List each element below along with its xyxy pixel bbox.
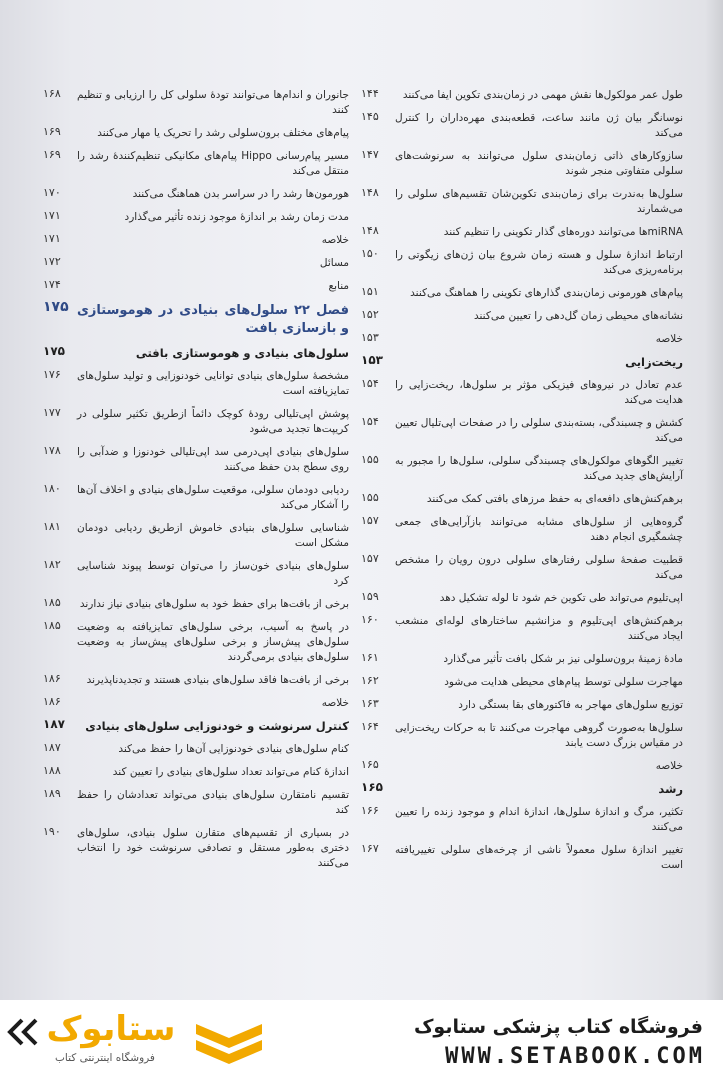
toc-entry xyxy=(361,612,683,650)
toc-entry-title: هورمون‌ها رشد را در سراسر بدن هماهنگ می‌کنند xyxy=(132,188,349,200)
toc-entry-title: تقسیم نامتقارن سلول‌های بنیادی می‌تواند تعدادشان را حفظ کند xyxy=(77,789,349,816)
toc-entry-title: منابع xyxy=(328,280,349,292)
toc-entry-title: ردیابی دودمان سلولی، موقعیت سلول‌های بنیادی و اخلاف آن‌ها را آشکار می‌کند xyxy=(77,484,349,511)
toc-page-number: ۱۷۰ xyxy=(43,186,61,199)
toc-entry-title: سلول‌های بنیادی اپی‌درمی سد اپی‌تلیالی خودنوزا و ضدآبی را روی سطح بدن حفظ می‌کنند xyxy=(77,446,349,473)
toc-page-number: ۱۵۵ xyxy=(361,453,379,466)
toc-page-number: ۱۶۶ xyxy=(361,804,379,817)
toc-entry-title: ریخت‌زایی xyxy=(625,355,683,369)
toc-entry xyxy=(43,254,349,277)
toc-entry xyxy=(43,277,349,300)
section-heading xyxy=(43,717,349,740)
toc-page-number: ۱۵۳ xyxy=(361,353,383,367)
toc-entry-title: پوشش اپی‌تلیالی رودهٔ کوچک دائماً ازطریق تکثیر سلولی در کریپت‌ها تجدید می‌شود xyxy=(77,408,349,435)
toc-entry xyxy=(43,671,349,694)
toc-entry-title: فصل ۲۲ سلول‌های بنیادی در هوموستازی و بازسازی بافت xyxy=(77,303,350,336)
toc-entry xyxy=(43,740,349,763)
toc-entry xyxy=(361,414,683,452)
store-name: فروشگاه کتاب پزشکی ستابوک xyxy=(413,1016,703,1038)
toc-page-number: ۱۵۴ xyxy=(361,415,379,428)
toc-entry xyxy=(361,147,683,185)
toc-page-number: ۱۶۹ xyxy=(43,125,61,138)
toc-entry-title: تغییر الگوهای مولکول‌های چسبندگی سلولی، سلول‌ها را مجبور به آرایش‌های جدید می‌کند xyxy=(395,455,683,482)
toc-entry-title: گروه‌هایی از سلول‌های مشابه می‌توانند بازآرایی‌های جمعی چشمگیری انجام دهند xyxy=(395,516,683,543)
toc-entry-title: نشانه‌های محیطی زمان گل‌دهی را تعیین می‌کنند xyxy=(473,310,683,322)
toc-entry xyxy=(361,246,683,284)
toc-entry-title: پیام‌های مختلف برون‌سلولی رشد را تحریک یا مهار می‌کنند xyxy=(97,127,349,139)
toc-page-number: ۱۷۲ xyxy=(43,255,61,268)
toc-entry-title: خلاصه xyxy=(655,333,683,345)
toc-page-number: ۱۸۶ xyxy=(43,672,61,685)
toc-entry-title: مدت زمان رشد بر اندازهٔ موجود زنده تأثیر می‌گذارد xyxy=(124,211,349,223)
toc-page-number: ۱۸۸ xyxy=(43,764,61,777)
toc-page-number: ۱۵۷ xyxy=(361,552,379,565)
toc-entry-title: اندازهٔ کنام می‌تواند تعداد سلول‌های بنیادی را تعیین کند xyxy=(112,766,349,778)
toc-entry xyxy=(43,763,349,786)
toc-entry xyxy=(361,513,683,551)
section-heading xyxy=(361,353,683,376)
toc-right-column xyxy=(361,86,683,879)
double-arrow-left-icon xyxy=(6,1018,46,1046)
toc-entry xyxy=(43,824,349,877)
toc-page-number: ۱۸۷ xyxy=(43,717,65,731)
toc-page-number: ۱۵۷ xyxy=(361,514,379,527)
toc-entry xyxy=(361,841,683,879)
toc-entry-title: قطبیت صفحهٔ سلولی رفتارهای سلولی درون رویان را مشخص می‌کند xyxy=(395,554,683,581)
toc-entry xyxy=(43,557,349,595)
toc-entry-title: اپی‌تلیوم می‌تواند طی تکوین خم شود تا لوله تشکیل دهد xyxy=(439,592,683,604)
section-heading xyxy=(361,780,683,803)
toc-page-number: ۱۸۵ xyxy=(43,596,61,609)
toc-entry xyxy=(361,551,683,589)
toc-entry xyxy=(43,147,349,185)
toc-page-number: ۱۶۹ xyxy=(43,148,61,161)
toc-entry-title: تکثیر، مرگ و اندازهٔ سلول‌ها، اندازهٔ اندام و موجود زنده را تعیین می‌کنند xyxy=(395,806,683,833)
toc-page-number: ۱۷۴ xyxy=(43,278,61,291)
toc-page-number: ۱۶۵ xyxy=(361,780,383,794)
toc-page-number: ۱۶۸ xyxy=(43,87,61,100)
toc-entry-title: در پاسخ به آسیب، برخی سلول‌های تمایزیافته به وضعیت سلول‌های پیش‌ساز و برخی سلول‌های پیش‌ساز به وضعیت سلول‌های بنیادی برمی‌گردند xyxy=(77,621,349,663)
toc-entry-title: عدم تعادل در نیروهای فیزیکی مؤثر بر سلول‌ها، ریخت‌زایی را هدایت می‌کند xyxy=(395,379,683,406)
toc-entry-title: مشخصهٔ سلول‌های بنیادی توانایی خودنوزایی و تولید سلول‌های تمایزیافته است xyxy=(77,370,349,397)
toc-entry xyxy=(361,284,683,307)
toc-page-number: ۱۶۳ xyxy=(361,697,379,710)
toc-page-number: ۱۹۰ xyxy=(43,825,61,838)
toc-entry-title: سلول‌ها به‌صورت گروهی مهاجرت می‌کنند تا به حرکات ریخت‌زایی در مقیاس بزرگ دست یابند xyxy=(395,722,683,749)
toc-entry xyxy=(361,86,683,109)
toc-entry-title: سلول‌های بنیادی خون‌ساز را می‌توان توسط پیوند شناسایی کرد xyxy=(77,560,349,587)
toc-entry xyxy=(361,696,683,719)
toc-entry xyxy=(361,719,683,757)
toc-page-number: ۱۶۲ xyxy=(361,674,379,687)
toc-entry-title: شناسایی سلول‌های بنیادی خاموش ازطریق ردیابی دودمان مشکل است xyxy=(77,522,349,549)
toc-entry-title: خلاصه xyxy=(655,760,683,772)
toc-entry-title: کشش و چسبندگی، بسته‌بندی سلولی را در صفحات اپی‌تلیال تعیین می‌کند xyxy=(395,417,683,444)
toc-entry-title: خلاصه xyxy=(321,234,349,246)
footer-banner xyxy=(0,1000,723,1080)
page-edge-shadow xyxy=(705,0,723,1000)
toc-entry-title: کنترل سرنوشت و خودنوزایی سلول‌های بنیادی xyxy=(85,719,349,733)
toc-entry xyxy=(43,367,349,405)
toc-entry xyxy=(43,618,349,671)
chevron-logo-icon xyxy=(196,1020,262,1068)
toc-entry xyxy=(361,376,683,414)
toc-page-number: ۱۶۵ xyxy=(361,758,379,771)
toc-page-number: ۱۸۶ xyxy=(43,695,61,708)
toc-entry-title: جانوران و اندام‌ها می‌توانند تودهٔ سلولی کل را ارزیابی و تنظیم کنند xyxy=(77,89,349,116)
toc-entry-title: در بسیاری از تقسیم‌های متقارن سلول بنیادی، سلول‌های دختری به‌طور مستقل و تصادفی سرنوشت خود را انتخاب می‌کنند xyxy=(77,827,349,869)
toc-page-number: ۱۷۸ xyxy=(43,444,61,457)
toc-entry xyxy=(361,330,683,353)
toc-page-number: ۱۴۸ xyxy=(361,224,379,237)
toc-page-number: ۱۴۴ xyxy=(361,87,379,100)
toc-entry-title: برخی از بافت‌ها فاقد سلول‌های بنیادی هستند و تجدیدناپذیرند xyxy=(86,674,349,686)
logo-wordmark: ستابوک xyxy=(46,1009,176,1049)
toc-page-number: ۱۶۴ xyxy=(361,720,379,733)
toc-page-number: ۱۷۵ xyxy=(43,344,65,358)
toc-entry xyxy=(361,803,683,841)
toc-entry xyxy=(43,208,349,231)
toc-entry-title: سازوکارهای ذاتی زمان‌بندی سلول می‌توانند به سرنوشت‌های سلولی متفاوتی منجر شوند xyxy=(395,150,683,177)
toc-page-number: ۱۶۰ xyxy=(361,613,379,626)
toc-page-number: ۱۵۰ xyxy=(361,247,379,260)
toc-page-number: ۱۷۷ xyxy=(43,406,61,419)
toc-entry-title: ارتباط اندازهٔ سلول و هسته زمان شروع بیان ژن‌های زیگوتی را برنامه‌ریزی می‌کند xyxy=(395,249,683,276)
toc-entry xyxy=(361,185,683,223)
toc-entry-title: توزیع سلول‌های مهاجر به فاکتورهای بقا بستگی دارد xyxy=(458,699,683,711)
toc-entry xyxy=(43,443,349,481)
toc-entry xyxy=(43,185,349,208)
toc-entry-title: سلول‌ها به‌ندرت برای زمان‌بندی تکوین‌شان تقسیم‌های سلولی را می‌شمارند xyxy=(395,188,683,215)
toc-entry xyxy=(43,786,349,824)
toc-page-number: ۱۷۵ xyxy=(43,299,69,315)
toc-page-number: ۱۵۳ xyxy=(361,331,379,344)
toc-entry xyxy=(361,757,683,780)
toc-entry xyxy=(361,673,683,696)
toc-page-number: ۱۷۱ xyxy=(43,232,61,245)
toc-entry xyxy=(361,223,683,246)
toc-entry-title: مسیر پیام‌رسانی Hippo پیام‌های مکانیکی تنظیم‌کنندهٔ رشد را منتقل می‌کند xyxy=(77,150,349,177)
toc-entry xyxy=(43,231,349,254)
toc-entry-title: نوسانگر بیان ژن مانند ساعت، قطعه‌بندی مهره‌داران را کنترل می‌کند xyxy=(395,112,683,139)
toc-entry xyxy=(43,595,349,618)
toc-page-number: ۱۴۷ xyxy=(361,148,379,161)
toc-page-number: ۱۷۱ xyxy=(43,209,61,222)
toc-entry-title: سلول‌های بنیادی و هوموستازی بافتی xyxy=(135,346,349,360)
toc-entry-title: مهاجرت سلولی توسط پیام‌های محیطی هدایت می‌شود xyxy=(444,676,683,688)
toc-page-number: ۱۶۷ xyxy=(361,842,379,855)
store-url[interactable]: WWW.SETABOOK.COM xyxy=(445,1044,705,1069)
toc-entry xyxy=(361,307,683,330)
toc-page-number: ۱۸۱ xyxy=(43,520,61,533)
toc-page-number: ۱۴۸ xyxy=(361,186,379,199)
toc-entry xyxy=(43,694,349,717)
toc-entry xyxy=(43,405,349,443)
toc-page-number: ۱۸۷ xyxy=(43,741,61,754)
toc-entry xyxy=(43,481,349,519)
toc-entry xyxy=(361,650,683,673)
toc-entry-title: خلاصه xyxy=(321,697,349,709)
toc-page-number: ۱۸۵ xyxy=(43,619,61,632)
toc-entry-title: برخی از بافت‌ها برای حفظ خود به سلول‌های بنیادی نیاز ندارند xyxy=(79,598,349,610)
toc-entry-title: تغییر اندازهٔ سلول معمولاً ناشی از چرخه‌های سلولی تغییریافته است xyxy=(395,844,683,871)
toc-entry-title: برهم‌کنش‌های دافعه‌ای به حفظ مرزهای بافتی کمک می‌کنند xyxy=(426,493,683,505)
toc-page-number: ۱۸۲ xyxy=(43,558,61,571)
toc-left-column xyxy=(43,86,349,877)
toc-entry xyxy=(361,452,683,490)
toc-entry-title: برهم‌کنش‌های اپی‌تلیوم و مزانشیم ساختارهای لوله‌ای منشعب ایجاد می‌کنند xyxy=(395,615,683,642)
toc-entry xyxy=(43,86,349,124)
chapter-heading xyxy=(43,300,349,344)
toc-page-number: ۱۸۰ xyxy=(43,482,61,495)
toc-entry-title: طول عمر مولکول‌ها نقش مهمی در زمان‌بندی تکوین ایفا می‌کنند xyxy=(402,89,683,101)
toc-page-number: ۱۵۴ xyxy=(361,377,379,390)
toc-entry-title: کنام سلول‌های بنیادی خودنوزایی آن‌ها را حفظ می‌کند xyxy=(118,743,349,755)
toc-entry-title: مادهٔ زمینهٔ برون‌سلولی نیز بر شکل بافت تأثیر می‌گذارد xyxy=(443,653,683,665)
toc-page-number: ۱۵۵ xyxy=(361,491,379,504)
toc-entry-title: miRNAها می‌توانند دوره‌های گذار تکوینی را تنظیم کنند xyxy=(443,226,683,238)
toc-entry xyxy=(361,109,683,147)
toc-entry xyxy=(43,124,349,147)
toc-page-number: ۱۸۹ xyxy=(43,787,61,800)
toc-page-number: ۱۶۱ xyxy=(361,651,379,664)
logo-subtitle: فروشگاه اینترنتی کتاب xyxy=(55,1052,155,1064)
toc-page-number: ۱۴۵ xyxy=(361,110,379,123)
toc-entry-title: مسائل xyxy=(319,257,349,269)
toc-page-number: ۱۵۹ xyxy=(361,590,379,603)
toc-page-number: ۱۵۲ xyxy=(361,308,379,321)
toc-entry xyxy=(361,589,683,612)
toc-entry-title: رشد xyxy=(658,782,683,796)
toc-entry-title: پیام‌های هورمونی زمان‌بندی گذارهای تکوینی را هماهنگ می‌کنند xyxy=(410,287,683,299)
toc-page-number: ۱۷۶ xyxy=(43,368,61,381)
toc-page-number: ۱۵۱ xyxy=(361,285,379,298)
section-heading xyxy=(43,344,349,367)
toc-entry xyxy=(43,519,349,557)
toc-entry xyxy=(361,490,683,513)
